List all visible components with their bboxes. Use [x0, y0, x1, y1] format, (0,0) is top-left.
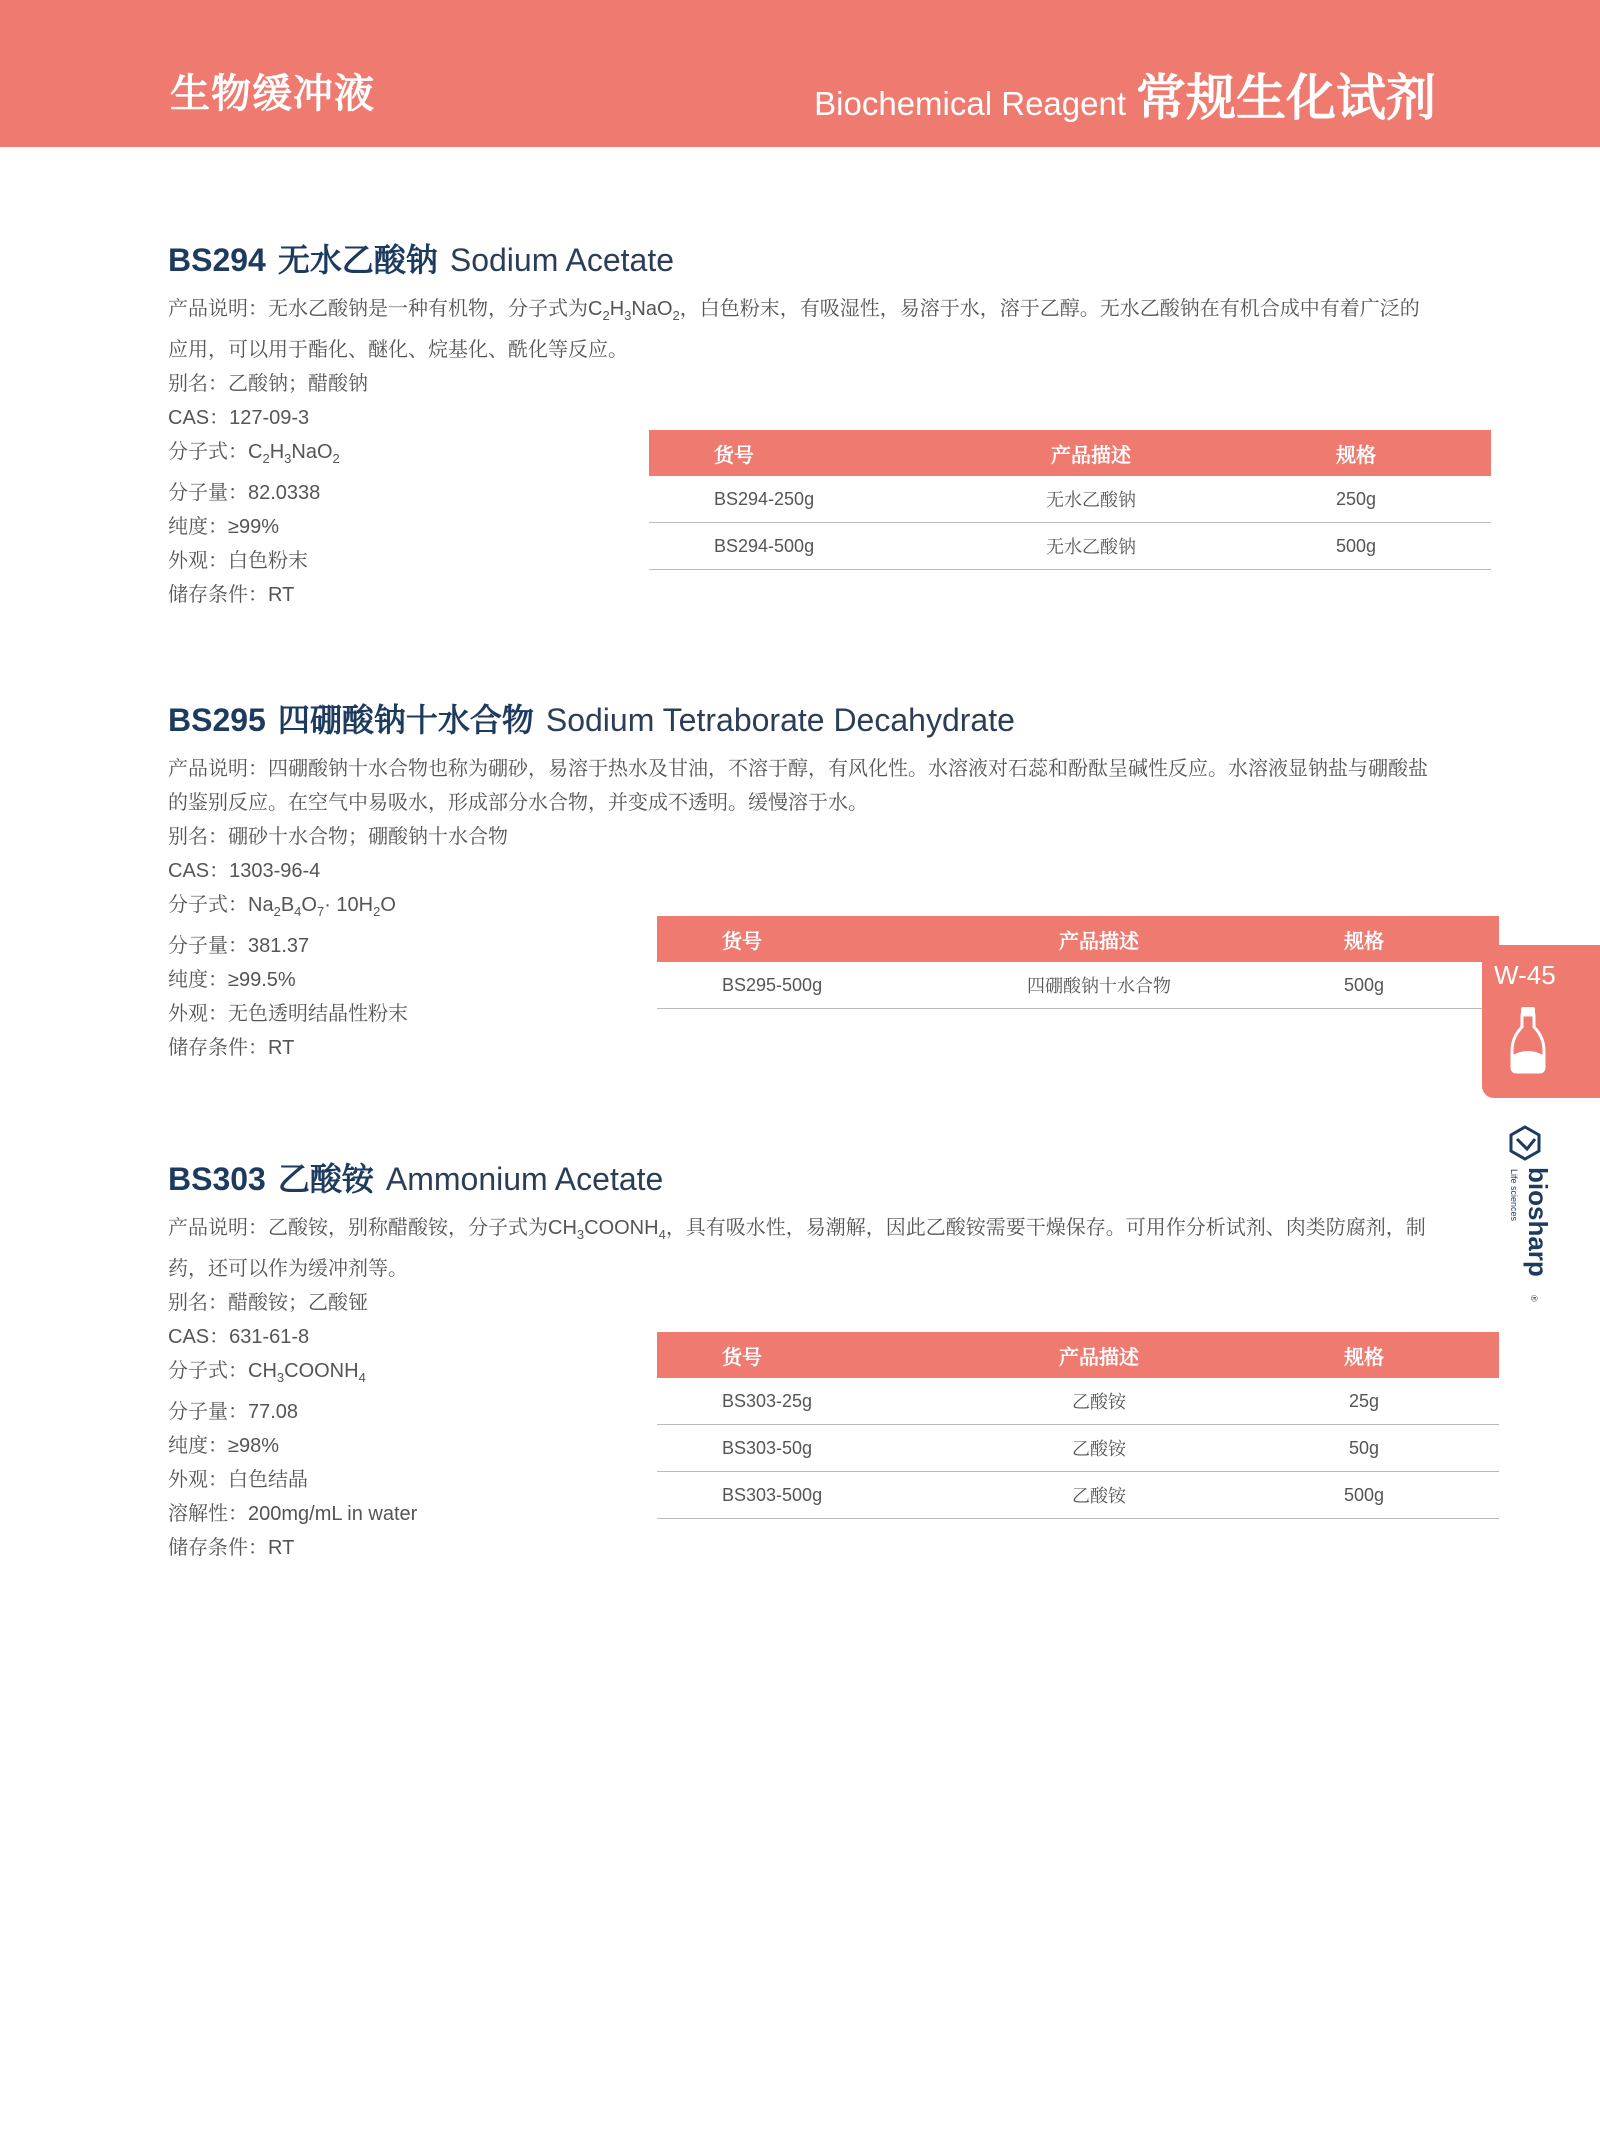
cell-desc: 乙酸铵 — [969, 1378, 1229, 1425]
molecular-formula: 分子式：$CH_3COONH_4$ — [168, 1360, 366, 1385]
header-banner — [0, 0, 1600, 147]
appearance: 外观：白色结晶 — [168, 1469, 308, 1491]
alias: 别名：硼砂十水合物；硼酸钠十水合物 — [168, 826, 508, 848]
biosharp-logo — [1505, 1125, 1553, 1305]
appearance: 外观：无色透明结晶性粉末 — [168, 1003, 408, 1025]
cell-code: BS294-500g — [649, 523, 961, 570]
product-title — [168, 698, 1438, 742]
col-header-code: 货号 — [657, 1332, 969, 1378]
brand-registered-mark: ® — [1529, 1295, 1539, 1302]
product-name-cn: 乙酸铵 — [277, 1161, 374, 1197]
section-title — [814, 58, 1436, 130]
table-row — [649, 523, 1491, 570]
product-name-en: Sodium Tetraborate Decahydrate — [545, 702, 1015, 738]
product-table-bs303 — [657, 1332, 1499, 1519]
table-header-row — [657, 1332, 1499, 1378]
col-header-desc: 产品描述 — [969, 916, 1229, 962]
molecular-weight: 分子量：82.0338 — [168, 482, 321, 504]
purity: 纯度：≥98% — [168, 1435, 280, 1457]
product-section-bs295 — [168, 698, 1438, 1065]
storage: 储存条件：RT — [168, 1037, 295, 1059]
product-title — [168, 238, 1438, 282]
product-table-bs294 — [649, 430, 1491, 570]
storage: 储存条件：RT — [168, 1537, 295, 1559]
page-number: W-45 — [1494, 960, 1556, 990]
bottle-icon — [1509, 1005, 1547, 1075]
cell-code: BS303-500g — [657, 1472, 969, 1519]
product-title — [168, 1157, 1438, 1201]
cell-desc: 无水乙酸钠 — [961, 476, 1221, 523]
table-header-row — [649, 430, 1491, 476]
cell-code: BS303-50g — [657, 1425, 969, 1472]
cell-spec: 250g — [1221, 476, 1491, 523]
molecular-formula: 分子式：$C_2H_3NaO_2$ — [168, 441, 340, 466]
product-code: BS303 — [168, 1161, 266, 1197]
brand-tagline: Life sciences — [1509, 1169, 1519, 1222]
col-header-spec: 规格 — [1221, 430, 1491, 476]
table-header-row — [657, 916, 1499, 962]
cell-spec: 25g — [1229, 1378, 1499, 1425]
product-code: BS295 — [168, 702, 266, 738]
cell-desc: 乙酸铵 — [969, 1425, 1229, 1472]
table-row — [657, 962, 1499, 1009]
cell-spec: 50g — [1229, 1425, 1499, 1472]
product-name-cn: 无水乙酸钠 — [277, 242, 438, 278]
cell-code: BS295-500g — [657, 962, 969, 1009]
col-header-code: 货号 — [657, 916, 969, 962]
cell-spec: 500g — [1229, 1472, 1499, 1519]
cell-code: BS303-25g — [657, 1378, 969, 1425]
table-row — [657, 1472, 1499, 1519]
table-row — [649, 476, 1491, 523]
cas-number: CAS：631-61-8 — [168, 1326, 310, 1348]
purity: 纯度：≥99.5% — [168, 969, 296, 991]
page-tab — [1482, 945, 1600, 1098]
storage: 储存条件：RT — [168, 584, 295, 606]
alias: 别名：乙酸钠；醋酸钠 — [168, 373, 368, 395]
col-header-spec: 规格 — [1229, 1332, 1499, 1378]
alias: 别名：醋酸铵；乙酸铔 — [168, 1292, 368, 1314]
cell-desc: 乙酸铵 — [969, 1472, 1229, 1519]
col-header-code: 货号 — [649, 430, 961, 476]
section-title-en: Biochemical Reagent — [814, 85, 1126, 122]
table-row — [657, 1378, 1499, 1425]
cell-desc: 四硼酸钠十水合物 — [969, 962, 1229, 1009]
cas-number: CAS：127-09-3 — [168, 407, 310, 429]
molecular-formula: 分子式：$Na_2B_4O_7\cdot 10H_2O$ — [168, 894, 396, 919]
col-header-desc: 产品描述 — [969, 1332, 1229, 1378]
cell-spec: 500g — [1229, 962, 1499, 1009]
molecular-weight: 分子量：77.08 — [168, 1401, 299, 1423]
col-header-desc: 产品描述 — [961, 430, 1221, 476]
product-description: 产品说明：无水乙酸钠是一种有机物，分子式为$C_2H_3NaO_2$，白色粉末，有吸湿性，易溶于水，溶于乙醇。无水乙酸钠在有机合成中有着广泛的应用，可以用于酯化、醚化、烷基化、酰化等反应。 — [168, 298, 1420, 361]
cell-desc: 无水乙酸钠 — [961, 523, 1221, 570]
product-table-bs295 — [657, 916, 1499, 1009]
table-row — [657, 1425, 1499, 1472]
cas-number: CAS：1303-96-4 — [168, 860, 321, 882]
category-title: 生物缓冲液 — [170, 72, 375, 116]
col-header-spec: 规格 — [1229, 916, 1499, 962]
solubility: 溶解性：200mg/mL in water — [168, 1503, 418, 1525]
molecular-weight: 分子量：381.37 — [168, 935, 310, 957]
product-name-en: Sodium Acetate — [449, 242, 674, 278]
product-description: 产品说明：乙酸铵，别称醋酸铵，分子式为$CH_3COONH_4$，具有吸水性，易潮解，因此乙酸铵需要干燥保存。可用作分析试剂、肉类防腐剂，制药，还可以作为缓冲剂等。 — [168, 1217, 1426, 1280]
product-name-cn: 四硼酸钠十水合物 — [277, 702, 534, 738]
cell-spec: 500g — [1221, 523, 1491, 570]
product-code: BS294 — [168, 242, 266, 278]
brand-name: biosharp — [1523, 1167, 1553, 1277]
purity: 纯度：≥99% — [168, 516, 280, 538]
cell-code: BS294-250g — [649, 476, 961, 523]
appearance: 外观：白色粉末 — [168, 550, 308, 572]
product-description: 产品说明：四硼酸钠十水合物也称为硼砂，易溶于热水及甘油，不溶于醇，有风化性。水溶液对石蕊和酚酞呈碱性反应。水溶液显钠盐与硼酸盐的鉴别反应。在空气中易吸水，形成部分水合物，并变成不透明。缓慢溶于水。 — [168, 758, 1428, 814]
product-name-en: Ammonium Acetate — [385, 1161, 664, 1197]
section-title-cn: 常规生化试剂 — [1136, 70, 1436, 126]
